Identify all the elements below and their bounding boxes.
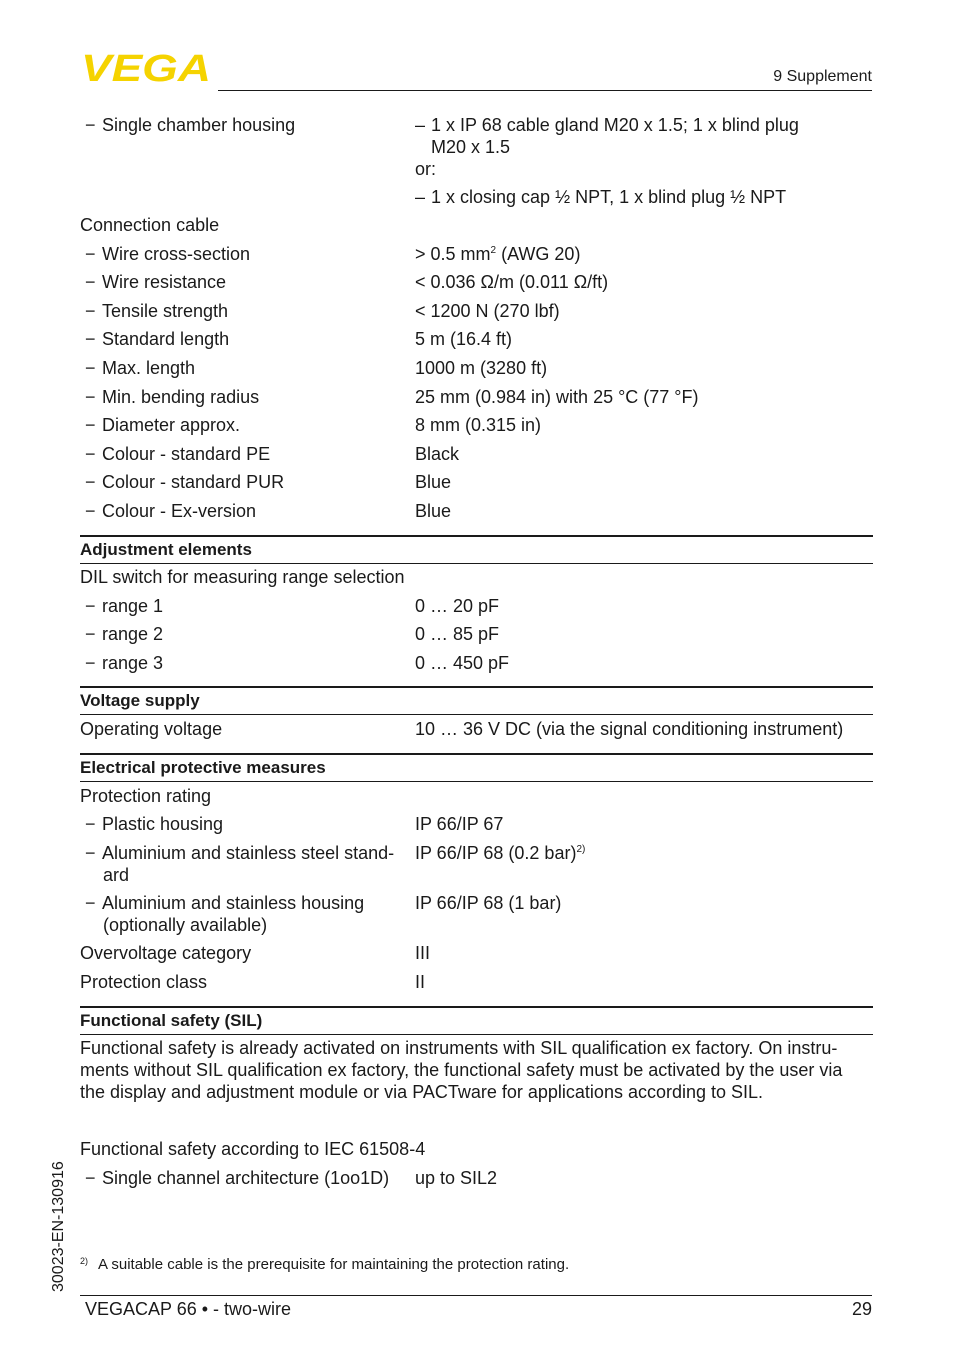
range-label: − range 3 [85,653,164,673]
section-rule [80,563,873,564]
range-value: 0 … 20 pF [415,596,500,616]
alu-housing-label-cont: (optionally available) [103,915,268,935]
section-rule [80,535,873,537]
alu-housing-value: IP 66/IP 68 (1 bar) [415,893,562,913]
alu-steel-label-cont: ard [103,865,130,885]
section-rule [80,714,873,715]
section-rule [80,1006,873,1008]
footer-rule [80,1295,872,1296]
page-number: 29 [851,1299,872,1319]
cable-value: Black [415,444,460,464]
alu-steel-value: IP 66/IP 68 (0.2 bar)$^{2)}$ [415,843,586,863]
range-value: 0 … 85 pF [415,624,500,644]
voltage-label: Operating voltage [80,719,223,739]
cable-value: < 1200 N (270 lbf) [415,301,560,321]
plastic-housing-label: − Plastic housing [85,814,224,834]
overvoltage-value: III [415,943,431,963]
cable-label: − Diameter approx. [85,415,241,435]
cable-value: 5 m (16.4 ft) [415,329,513,349]
section-rule [80,781,873,782]
alu-housing-label: − Aluminium and stainless housing [85,893,365,913]
housing-or: or: [415,159,437,179]
section-label: 9 Supplement [773,68,872,85]
vega-logo [81,52,211,82]
protection-class-label: Protection class [80,972,208,992]
cable-value: > 0.5 $mm^2$ (AWG 20) [415,244,581,264]
cable-label: − Colour - standard PE [85,444,271,464]
protection-class-value: II [415,972,426,992]
cable-value: 1000 m (3280 ft) [415,358,548,378]
section-rule [80,753,873,755]
header-rule [218,90,872,91]
housing-label: − Single chamber housing [85,115,296,135]
section-rule [80,1034,873,1035]
iec-label: Functional safety according to IEC 61508-4 [80,1139,426,1159]
cable-value: < 0.036 Ω/m (0.011 Ω/ft) [415,272,609,292]
voltage-value: 10 … 36 V DC (via the signal conditioning instrument) [415,719,844,739]
cable-value: Blue [415,501,452,521]
cable-label: − Wire resistance [85,272,227,292]
housing-value-1b: M20 x 1.5 [431,137,511,157]
housing-value-2: – 1 x closing cap ½ NPT, 1 x blind plug ½ NPT [415,187,787,207]
range-label: − range 1 [85,596,164,616]
alu-steel-label: − Aluminium and stainless steel stand- [85,843,395,863]
adjustment-heading: Adjustment elements [80,540,252,559]
cable-value: 25 mm (0.984 in) with 25 °C (77 °F) [415,387,699,407]
adjustment-subheading: DIL switch for measuring range selection [80,567,405,587]
sil-paragraph-line: Functional safety is already activated on instruments with SIL qualification ex factory. On instru- [80,1038,838,1058]
connection-cable-label: Connection cable [80,215,220,235]
sil-paragraph-line: ments without SIL qualification ex factory, the functional safety must be activated by the user via [80,1060,843,1080]
housing-value-1: – 1 x IP 68 cable gland M20 x 1.5; 1 x blind plug [415,115,799,135]
document-id: 30023-EN-130916 [50,1161,67,1292]
cable-label: − Tensile strength [85,301,229,321]
sil-paragraph-line: the display and adjustment module or via PACTware for applications according to SIL. [80,1082,764,1102]
range-label: − range 2 [85,624,164,644]
footer-product: VEGACAP 66 • - two-wire [85,1299,292,1319]
sil-heading: Functional safety (SIL) [80,1011,263,1030]
plastic-housing-value: IP 66/IP 67 [415,814,504,834]
cable-label: − Colour - Ex-version [85,501,257,521]
architecture-value: up to SIL2 [415,1168,498,1188]
logo-text: VEGA [81,52,211,82]
range-value: 0 … 450 pF [415,653,510,673]
voltage-heading: Voltage supply [80,691,200,710]
cable-label: − Standard length [85,329,230,349]
section-rule [80,686,873,688]
footnote-number: 2) [80,1256,89,1266]
footnote [80,1256,569,1273]
cable-value: Blue [415,472,452,492]
cable-label: − Colour - standard PUR [85,472,285,492]
cable-value: 8 mm (0.315 in) [415,415,542,435]
architecture-label: − Single channel architecture (1oo1D) [85,1168,390,1188]
footnote-text: A suitable cable is the prerequisite for maintaining the protection rating. [98,1256,570,1273]
cable-label: − Wire cross-section [85,244,251,264]
overvoltage-label: Overvoltage category [80,943,252,963]
protection-rating-label: Protection rating [80,786,212,806]
cable-label: − Max. length [85,358,196,378]
cable-label: − Min. bending radius [85,387,260,407]
electrical-heading: Electrical protective measures [80,758,326,777]
